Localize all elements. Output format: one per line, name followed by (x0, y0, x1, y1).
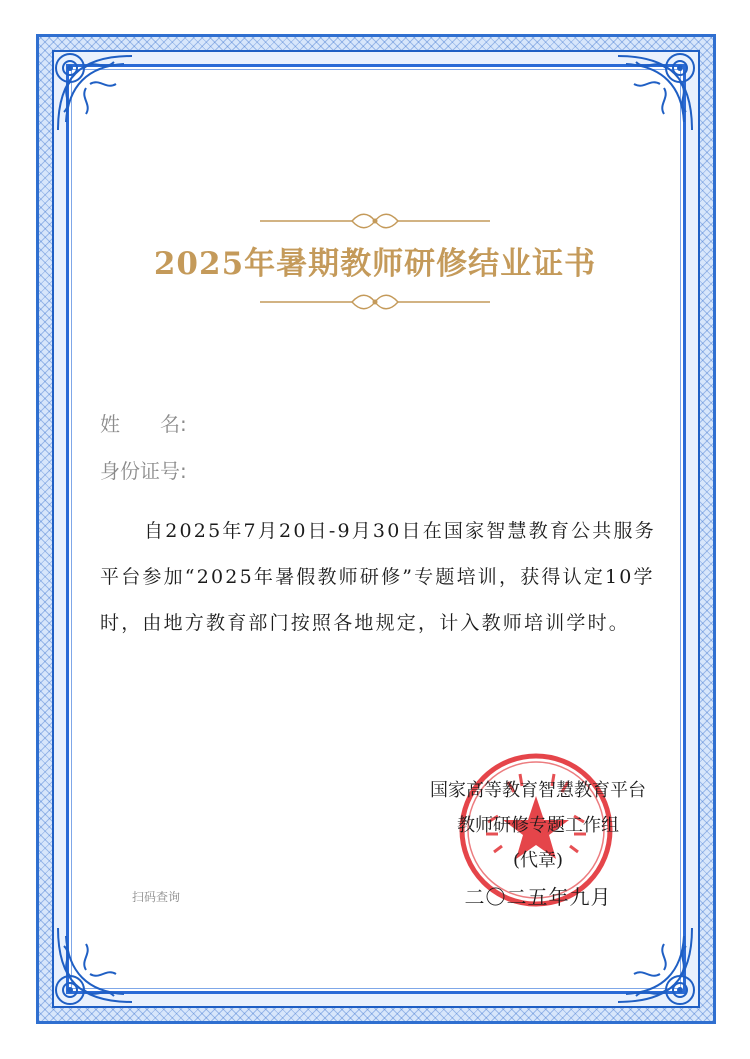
certificate-body-text: 自2025年7月20日-9月30日在国家智慧教育公共服务平台参加“2025年暑假教师研修”专题培训，获得认定10学时，由地方教育部门按照各地规定，计入教师培训学时。 (100, 520, 656, 634)
title-block (100, 212, 650, 311)
name-label-right: 名: (160, 412, 187, 436)
issuer-block (400, 773, 676, 915)
corner-flourish-icon (40, 910, 150, 1020)
gold-flourish-icon (260, 212, 490, 230)
corner-flourish-icon (40, 38, 150, 148)
issuer-department: 教师研修专题工作组 (457, 815, 619, 836)
corner-flourish-icon (600, 910, 710, 1020)
issuer-seal-note: (代章) (512, 850, 564, 871)
name-label-left: 姓 (100, 412, 120, 436)
id-number-label: 身份证号: (100, 459, 187, 483)
gold-flourish-icon (260, 293, 490, 311)
corner-flourish-icon (600, 38, 710, 148)
name-field-label (100, 408, 187, 437)
issue-date: 二〇二五年九月 (464, 885, 612, 909)
certificate-title: 2025年暑期教师研修结业证书 (153, 246, 597, 282)
issuer-name: 国家高等教育智慧教育平台 (430, 780, 646, 801)
qr-query-label[interactable]: 扫码查询 (132, 890, 181, 904)
